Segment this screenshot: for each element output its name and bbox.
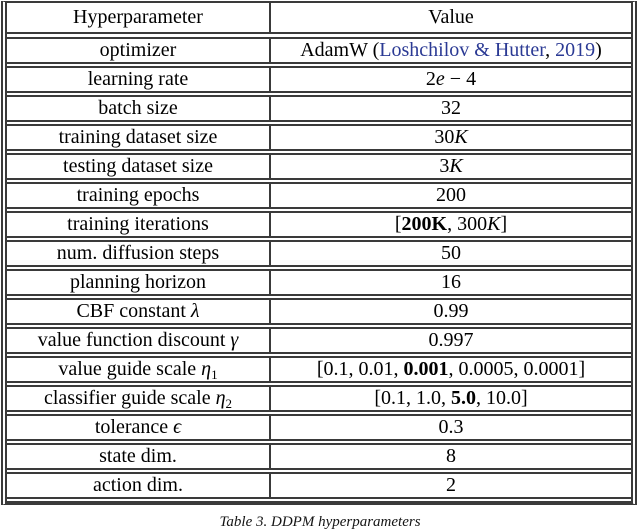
value-cell: [0.1, 0.01, 0.001, 0.0005, 0.0001] — [316, 358, 586, 380]
param-cell: testing dataset size — [7, 155, 271, 178]
table-row — [7, 329, 631, 358]
value-cell: 200 — [436, 184, 466, 206]
table-row — [7, 155, 631, 184]
param-cell: training iterations — [7, 213, 271, 236]
table-row — [7, 97, 631, 126]
table-row — [7, 242, 631, 271]
hyperparameters-table — [1, 1, 637, 505]
header-row — [7, 3, 631, 39]
value-cell: 50 — [441, 242, 461, 264]
table-row — [7, 358, 631, 387]
col-header-value: Value — [428, 6, 474, 28]
citation-link[interactable]: 2019 — [555, 39, 596, 61]
table-row — [7, 39, 631, 68]
table-row — [7, 474, 631, 503]
value-cell: 0.99 — [433, 300, 469, 322]
param-cell: state dim. — [7, 445, 271, 468]
table-row — [7, 387, 631, 416]
param-cell: training epochs — [7, 184, 271, 207]
param-cell: tolerance ϵ — [7, 416, 271, 439]
table-row — [7, 126, 631, 155]
param-cell: learning rate — [7, 68, 271, 91]
table-row — [7, 416, 631, 445]
value-cell: 0.3 — [438, 416, 464, 438]
value-cell: 16 — [441, 271, 461, 293]
param-cell: training dataset size — [7, 126, 271, 149]
table-body — [7, 39, 631, 503]
value-cell: 0.997 — [428, 329, 474, 351]
table-caption: Table 3. DDPM hyperparameters — [219, 514, 421, 530]
param-cell: value guide scale $\eta_1$ — [7, 358, 271, 381]
param-cell: num. diffusion steps — [7, 242, 271, 265]
param-cell: value function discount γ — [7, 329, 271, 352]
value-cell: AdamW (Loshchilov & Hutter, 2019) — [300, 39, 602, 61]
value-cell: 2 — [446, 474, 456, 496]
param-cell: action dim. — [7, 474, 271, 497]
table-row — [7, 68, 631, 97]
col-header-hyperparameter: Hyperparameter — [7, 3, 271, 32]
value-cell: 8 — [446, 445, 456, 467]
table-row — [7, 213, 631, 242]
value-cell: [200K, 300K] — [394, 213, 508, 235]
value-cell: [0.1, 1.0, 5.0, 10.0] — [374, 387, 528, 409]
table-row — [7, 445, 631, 474]
param-cell: optimizer — [7, 39, 271, 62]
table-row — [7, 300, 631, 329]
table-row — [7, 184, 631, 213]
value-cell: 32 — [441, 97, 461, 119]
value-cell: 30K — [434, 126, 468, 148]
param-cell: CBF constant λ — [7, 300, 271, 323]
citation-link[interactable]: Loshchilov & Hutter — [379, 39, 546, 61]
table-row — [7, 271, 631, 300]
value-cell: 3K — [439, 155, 463, 177]
value-cell: 2e − 4 — [425, 68, 477, 90]
param-cell: classifier guide scale $\eta_2$ — [7, 387, 271, 410]
param-cell: planning horizon — [7, 271, 271, 294]
param-cell: batch size — [7, 97, 271, 120]
